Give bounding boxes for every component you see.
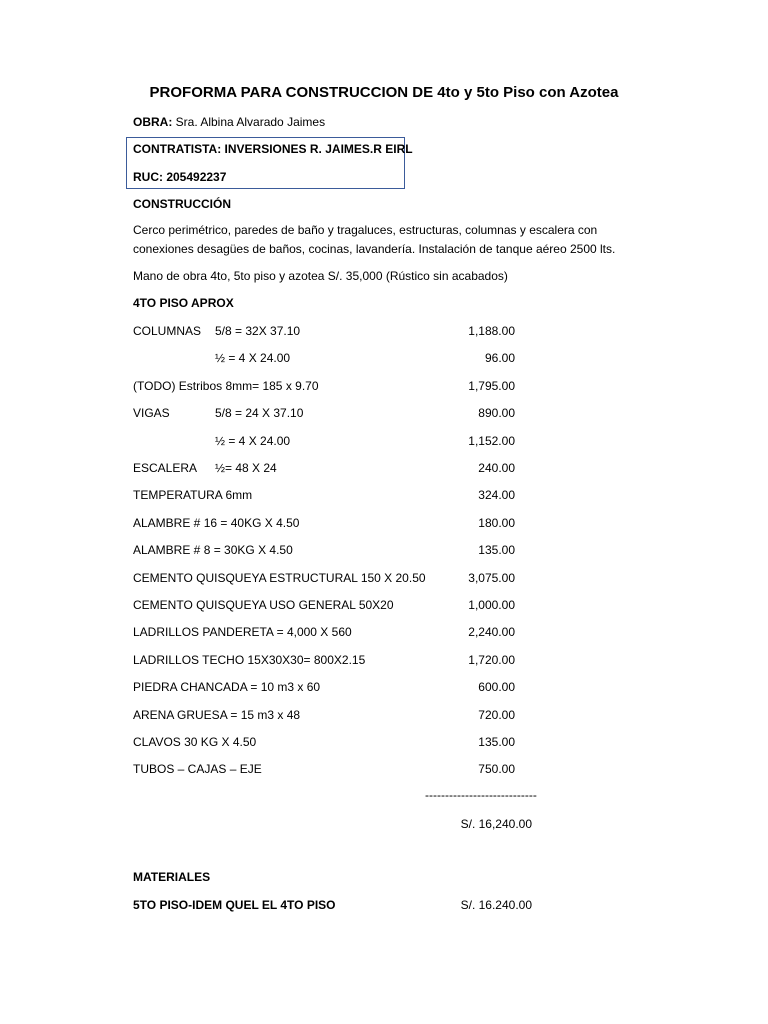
item-detail: 5/8 = 24 X 37.10 <box>215 406 304 420</box>
item-label: ALAMBRE # 16 = 40KG X 4.50 <box>133 516 300 530</box>
item-detail: ½= 48 X 24 <box>215 461 277 475</box>
item-amount: 3,075.00 <box>468 571 515 585</box>
item-label: TEMPERATURA 6mm <box>133 488 253 502</box>
total-separator: ---------------------------- <box>425 788 537 802</box>
obra-label: OBRA: <box>133 115 173 129</box>
item-detail: 5/8 = 32X 37.10 <box>215 324 301 338</box>
item-amount: 2,240.00 <box>468 625 515 639</box>
item-amount: 750.00 <box>478 762 515 776</box>
item-amount: 135.00 <box>478 735 515 749</box>
piso4-total: S/. 16,240.00 <box>460 817 532 831</box>
item-amount: 1,152.00 <box>468 434 515 448</box>
obra-value: Sra. Albina Alvarado Jaimes <box>172 115 326 129</box>
item-amount: 890.00 <box>478 406 515 420</box>
item-label: COLUMNAS <box>133 324 202 338</box>
item-label: CEMENTO QUISQUEYA ESTRUCTURAL 150 X 20.50 <box>133 571 426 585</box>
item-amount: 1,188.00 <box>468 324 515 338</box>
item-amount: 96.00 <box>484 351 515 365</box>
contractor-name: CONTRATISTA: INVERSIONES R. JAIMES.R EIRL <box>133 142 413 156</box>
piso5-label: 5TO PISO-IDEM QUEL EL 4TO PISO <box>133 898 336 912</box>
construccion-description <box>133 221 653 259</box>
description-line-2: conexiones desagües de baños, cocinas, lavandería. Instalación de tanque aéreo 2500 lts. <box>133 242 616 256</box>
construccion-heading: CONSTRUCCIÓN <box>133 197 231 211</box>
item-label: PIEDRA CHANCADA = 10 m3 x 60 <box>133 680 321 694</box>
item-amount: 1,000.00 <box>468 598 515 612</box>
piso5-total: S/. 16.240.00 <box>460 898 532 912</box>
item-detail: ½ = 4 X 24.00 <box>215 351 291 365</box>
item-label: LADRILLOS PANDERETA = 4,000 X 560 <box>133 625 352 639</box>
item-amount: 324.00 <box>478 488 515 502</box>
item-label: ARENA GRUESA = 15 m3 x 48 <box>133 708 301 722</box>
item-amount: 135.00 <box>478 543 515 557</box>
item-label: ALAMBRE # 8 = 30KG X 4.50 <box>133 543 293 557</box>
item-label: LADRILLOS TECHO 15X30X30= 800X2.15 <box>133 653 366 667</box>
item-label: CEMENTO QUISQUEYA USO GENERAL 50X20 <box>133 598 394 612</box>
obra-line <box>133 114 325 130</box>
document-title: PROFORMA PARA CONSTRUCCION DE 4to y 5to Piso con Azotea <box>149 84 619 101</box>
item-detail: ½ = 4 X 24.00 <box>215 434 291 448</box>
description-line-1: Cerco perimétrico, paredes de baño y tragaluces, estructuras, columnas y escalera con <box>133 223 598 237</box>
item-label: VIGAS <box>133 406 170 420</box>
item-amount: 1,795.00 <box>468 379 515 393</box>
item-label: CLAVOS 30 KG X 4.50 <box>133 735 257 749</box>
item-label: TUBOS – CAJAS – EJE <box>133 762 262 776</box>
item-label: (TODO) Estribos 8mm= 185 x 9.70 <box>133 379 319 393</box>
item-amount: 720.00 <box>478 708 515 722</box>
item-amount: 240.00 <box>478 461 515 475</box>
item-amount: 180.00 <box>478 516 515 530</box>
mano-obra-line: Mano de obra 4to, 5to piso y azotea S/. 35,000 (Rústico sin acabados) <box>133 269 508 283</box>
item-amount: 600.00 <box>478 680 515 694</box>
contractor-ruc: RUC: 205492237 <box>133 170 227 184</box>
item-label: ESCALERA <box>133 461 198 475</box>
item-amount: 1,720.00 <box>468 653 515 667</box>
materiales-heading: MATERIALES <box>133 870 211 884</box>
piso4-heading: 4TO PISO APROX <box>133 296 234 310</box>
